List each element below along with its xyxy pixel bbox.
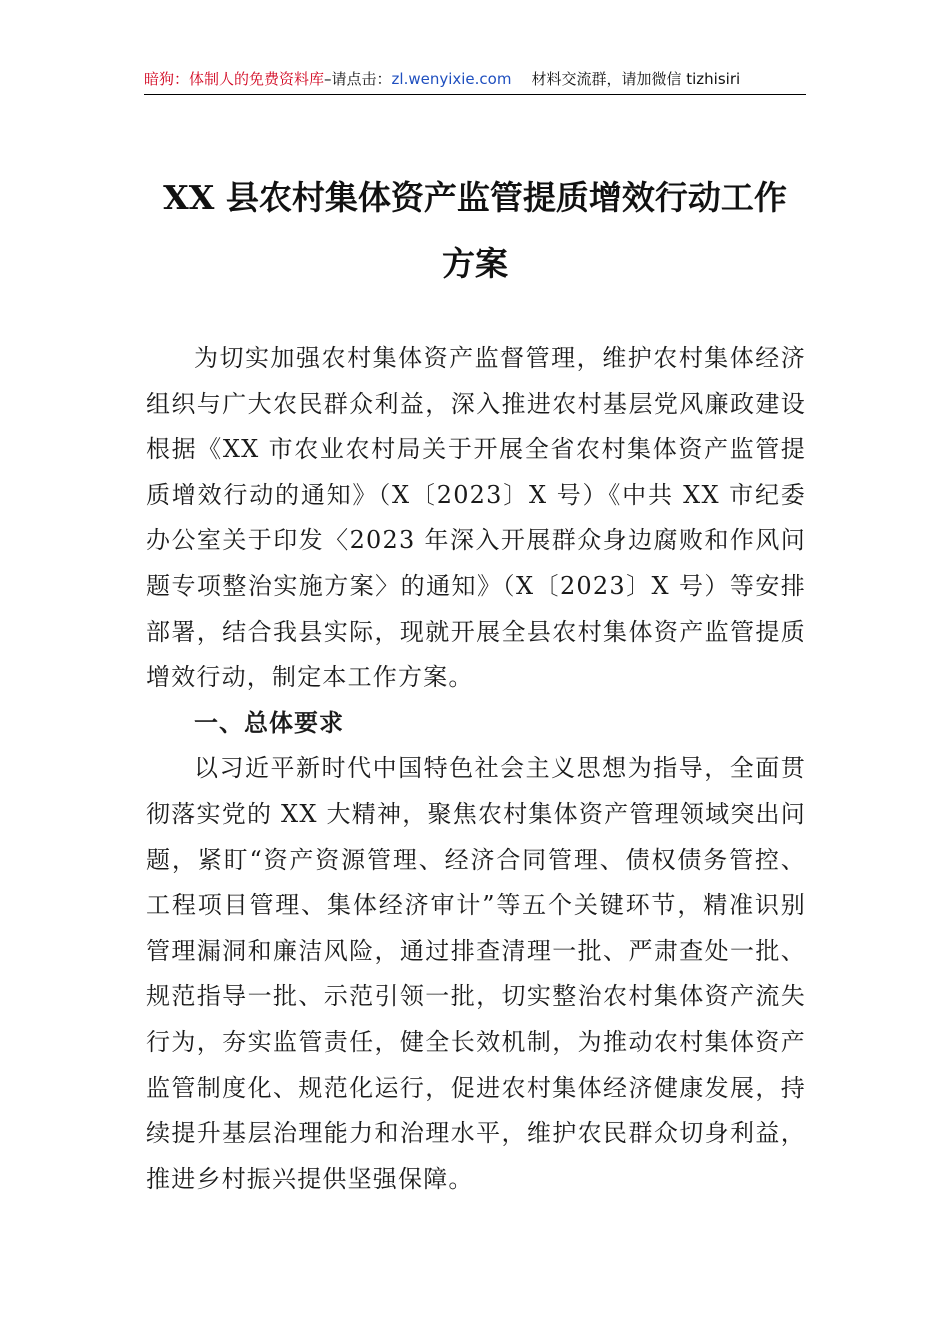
page-header [144, 66, 806, 95]
section-paragraph: 以习近平新时代中国特色社会主义思想为指导，全面贯彻落实党的 XX 大精神，聚焦农村集体资产管理领域突出问题，紧盯“资产资源管理、经济合同管理、债权债务管控、工程项目管理、集体经济审计”等五个关键环节，精准识别管理漏洞和廉洁风险，通过排查清理一批、严肃查处一批、规范指导一批、示范引领一批，切实整治农村集体资产流失行为，夯实监管责任，健全长效机制，为推动农村集体资产监管制度化、规范化运行，促进农村集体经济健康发展，持续提升基层治理能力和治理水平，维护农民群众切身利益，推进乡村振兴提供坚强保障。 [146, 754, 806, 1193]
click-prompt: –请点击： [324, 70, 392, 88]
document-title-line1: XX 县农村集体资产监管提质增效行动工作 [163, 178, 787, 217]
group-note: 材料交流群，请加微信 tizhisiri [531, 70, 741, 88]
intro-paragraph: 为切实加强农村集体资产监督管理，维护农村集体经济组织与广大农民群众利益，深入推进农村基层党风廉政建设根据《XX 市农业农村局关于开展全省农村集体资产监管提质增效行动的通知》（X〔2023〕X 号）《中共 XX 市纪委办公室关于印发〈2023 年深入开展群众身边腐败和作风问题专项整治实施方案〉的通知》（X〔2023〕X 号）等安排部署，结合我县实际，现就开展全县农村集体资产监管提质增效行动，制定本工作方案。 [146, 344, 806, 692]
site-url-link[interactable]: zl.wenyixie.com [391, 70, 512, 88]
site-name: 暗狗：体制人的免费资料库 [144, 70, 325, 88]
document-body [146, 336, 806, 1202]
section-heading: 一、总体要求 [194, 708, 344, 737]
document-title-line2: 方案 [442, 244, 508, 283]
